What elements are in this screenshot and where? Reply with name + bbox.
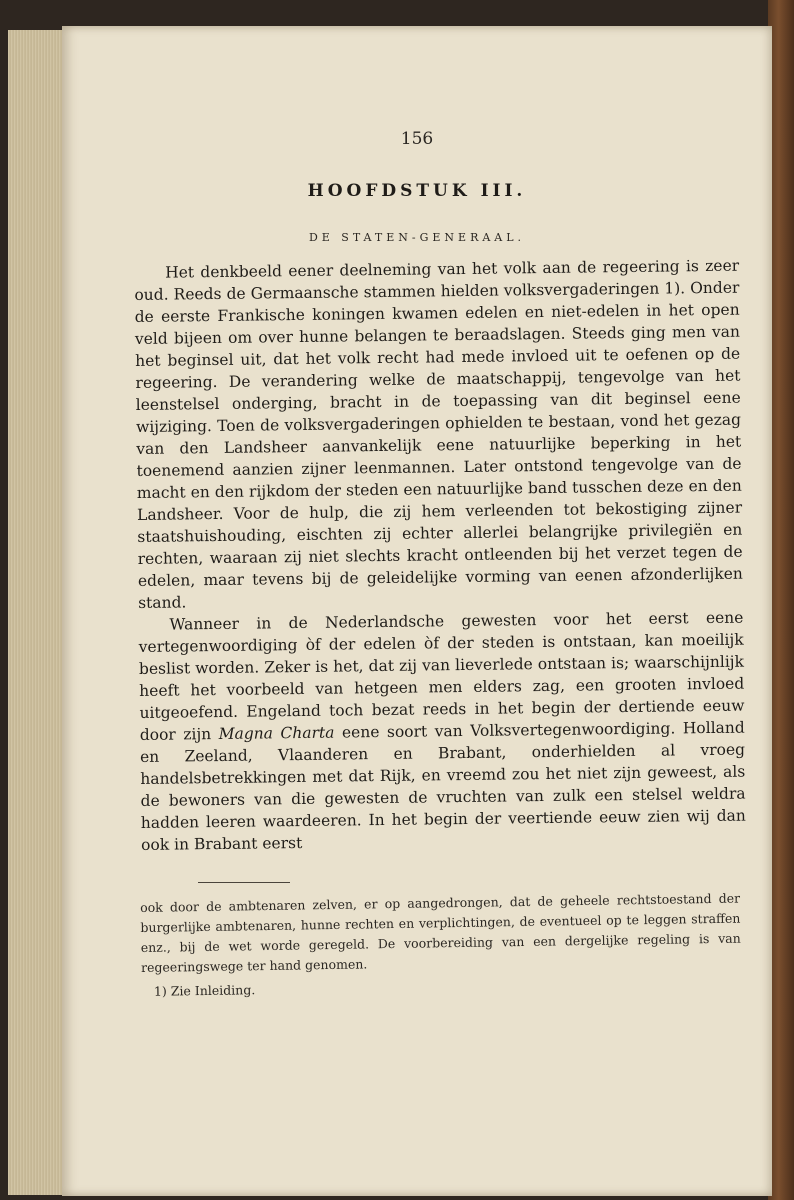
paragraph-text: eene soort van Volksvertegenwoordiging. Holland en Zeeland, Vlaanderen en Brabant, onderhielden al vroeg handelsbetrekkingen met dat Rijk, en vreemd zou het niet zijn geweest, als de bewoners van die gewesten de vruchten van zulk een stelsel weldra hadden leeren waardeeren. In het begin der veertiende eeuw zien wij dan ook in Brabant eerst: [139, 718, 746, 854]
chapter-title: HOOFDSTUK III.: [307, 181, 527, 201]
paragraph-text: Wanneer in de Nederlandsche gewesten voor het eerst eene vertegenwoordiging òf der edelen òf der steden is ontstaan, kan moeilijk beslist worden. Zeker is het, dat zij van lieverlede ontstaan is; waarschijnlijk heeft het voorbeeld van hetgeen men elders zag, een grooten invloed uitgeoefend. Engeland toch bezat reeds in het begin der dertiende eeuw door zijn: [138, 608, 745, 744]
footnote-divider: [198, 882, 290, 883]
paragraph: [138, 607, 746, 856]
italic-title: Magna Charta: [218, 723, 335, 743]
page-number: 156: [400, 129, 434, 149]
footnote-1: 1) Zie Inleiding.: [153, 982, 256, 999]
chapter-subtitle: DE STATEN-GENERAAL.: [308, 231, 526, 244]
page-stack-edge: [8, 30, 68, 1195]
footnotes: [140, 889, 742, 1002]
body-text: [134, 255, 746, 856]
paragraph: Het denkbeeld eener deelneming van het volk aan de regeering is zeer oud. Reeds de Germaansche stammen hielden volksvergaderingen 1). Onder de eerste Frankische koningen kwamen edelen en niet-edelen in het open veld bijeen om over hunne belangen te beraadslagen. Steeds ging men van het beginsel uit, dat het volk recht had mede invloed uit te oefenen op de regeering. De verandering welke de maatschappij, tengevolge van het leenstelsel onderging, bracht in de toepassing van dit beginsel eene wijziging. Toen de volksvergaderingen ophielden te bestaan, vond het gezag van den Landsheer aanvankelijk eene natuurlijke beperking in het toenemend aanzien zijner leenmannen. Later ontstond tengevolge van de macht en den rijkdom der steden een natuurlijke band tusschen deze en den Landsheer. Voor de hulp, die zij hem verleenden tot bekostiging zijner staatshuishouding, eischten zij echter allerlei belangrijke privilegiën en rechten, waaraan zij niet slechts kracht ontleenden bij het verzet tegen de edelen, maar tevens bij de geleidelijke vorming van eenen afzonderlijken stand.: [134, 256, 743, 612]
footnote-continuation: ook door de ambtenaren zelven, er op aangedrongen, dat de geheele rechtstoestand der burgerlijke ambtenaren, hunne rechten en verplichtingen, de eventueel op te leggen straffen enz., bij de wet worde geregeld. De voorbereiding van een dergelijke regeling is van regeeringswege ter hand genomen.: [140, 890, 741, 975]
